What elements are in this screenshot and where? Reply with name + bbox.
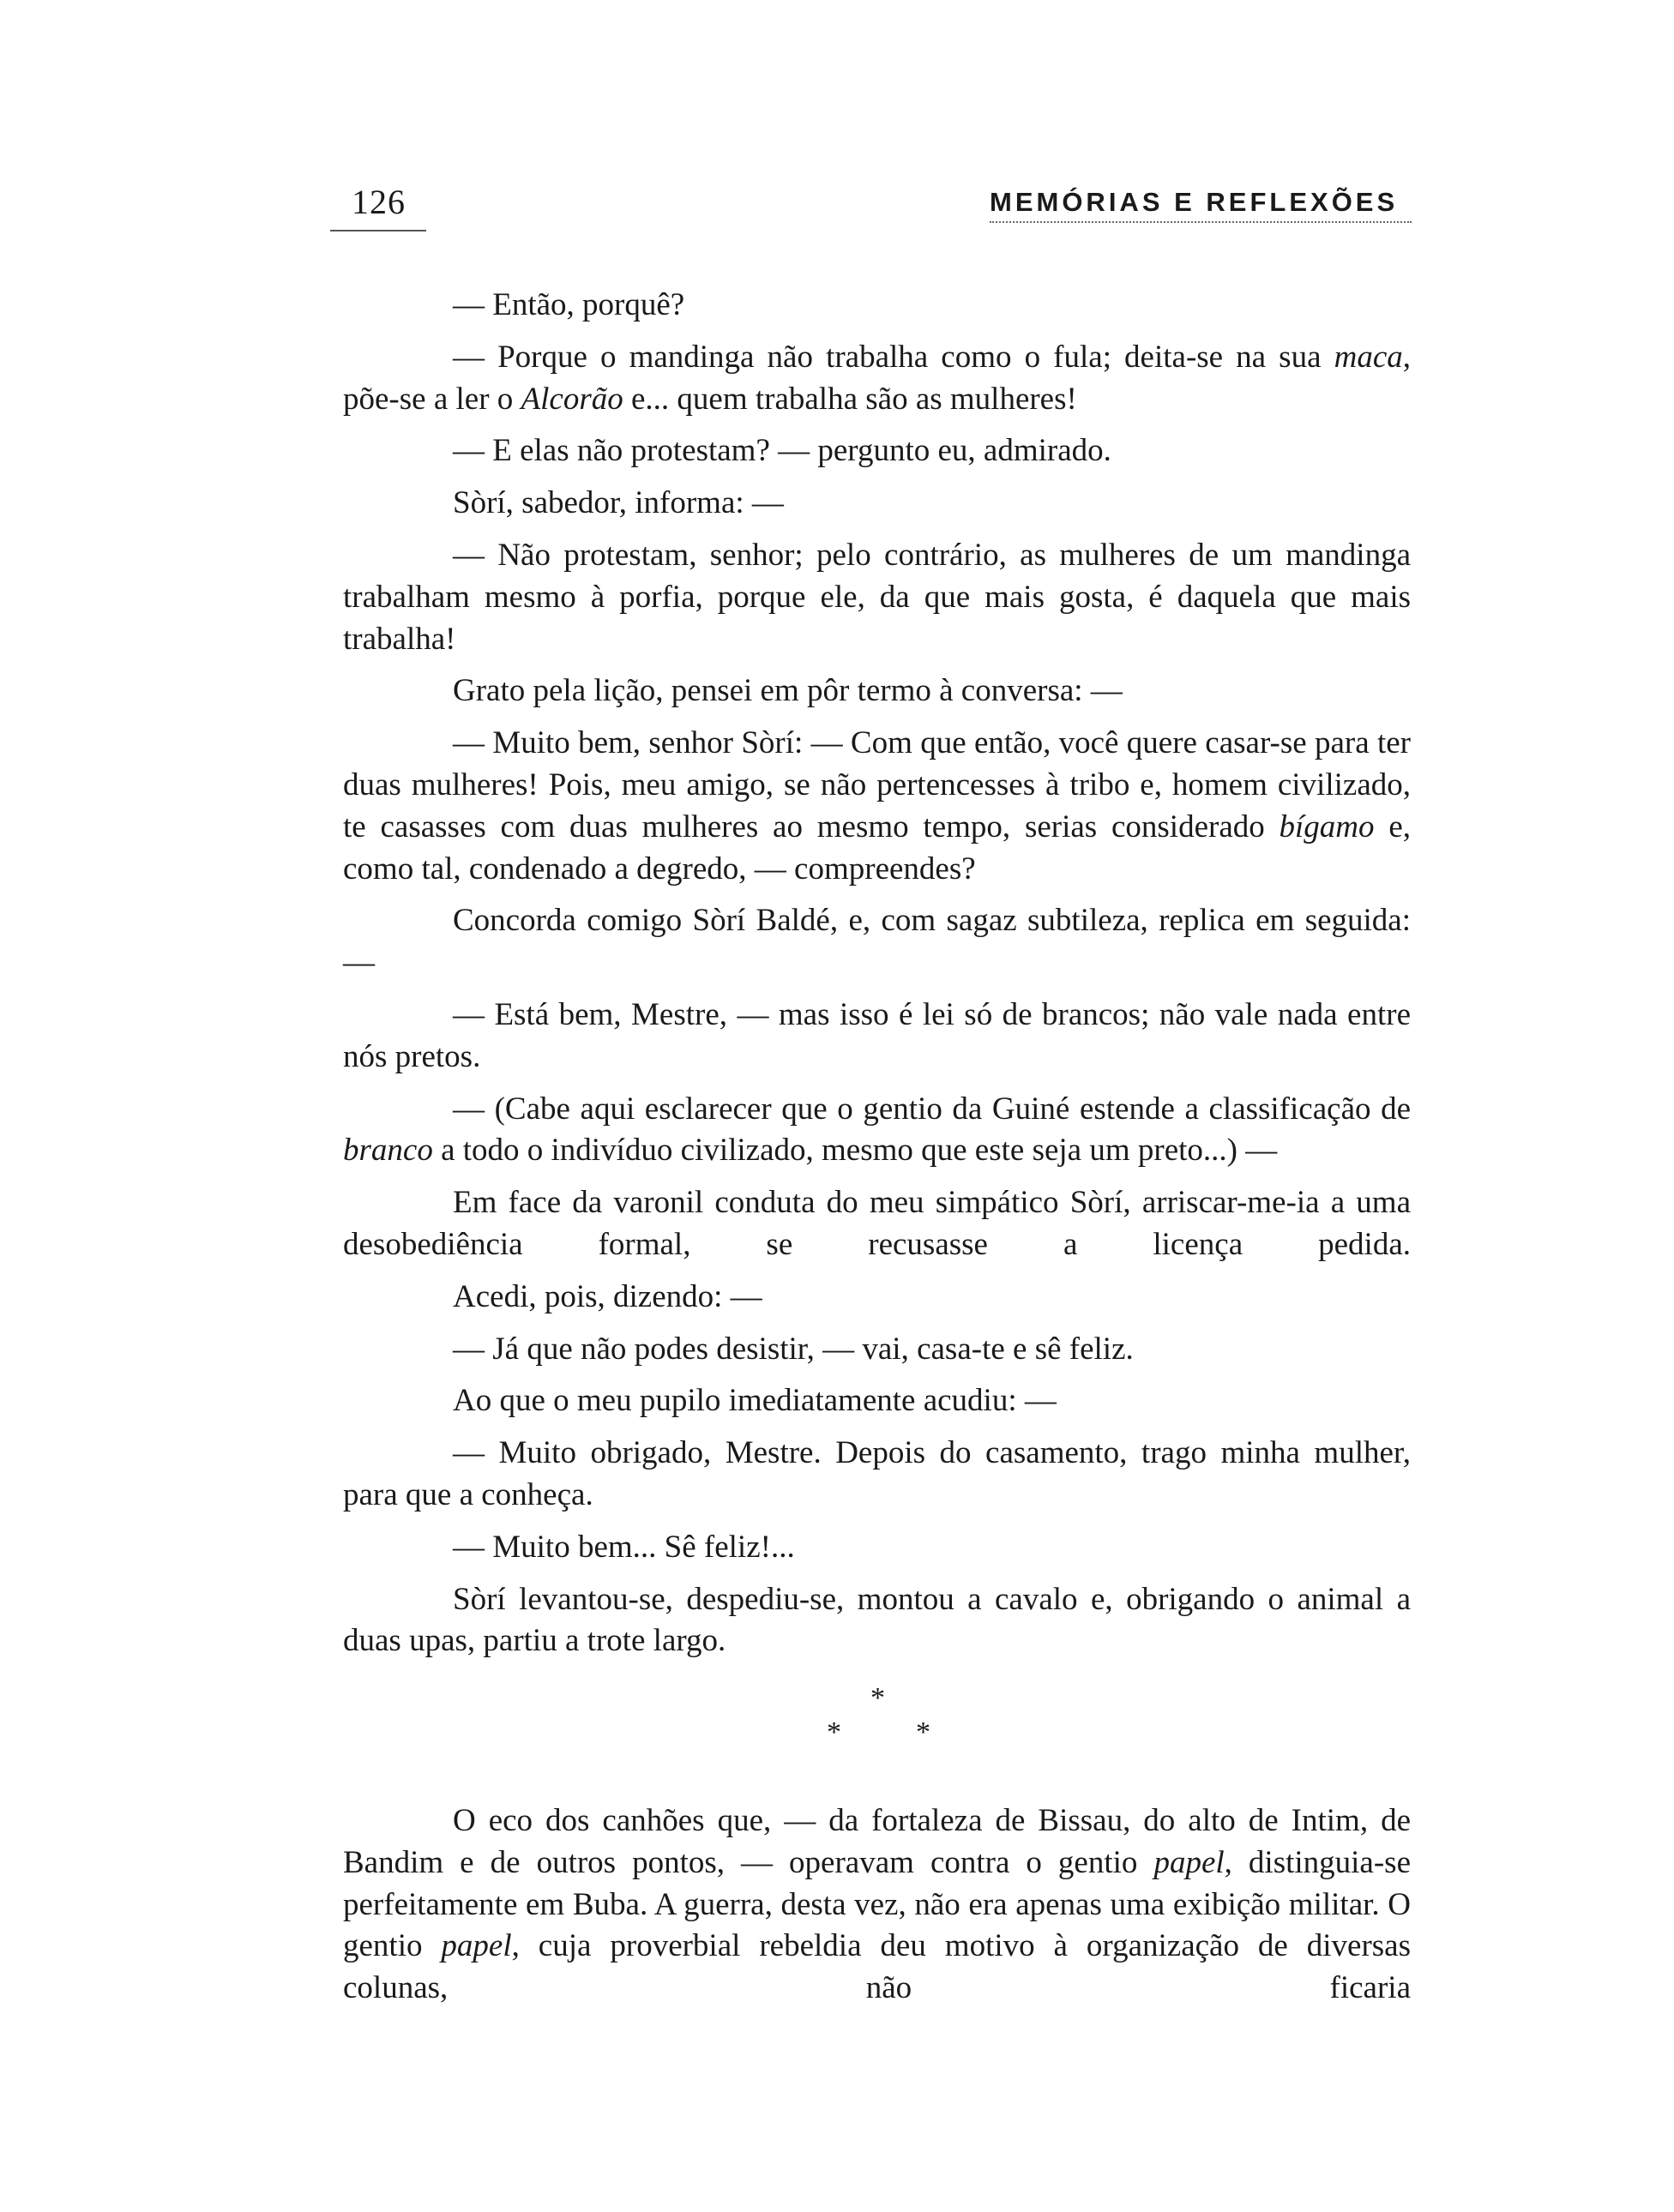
paragraph: O eco dos canhões que, — da fortaleza de Bissau, do alto de Intim, de Bandim e de outros pontos, — operavam contra o gentio papel, distinguia-se perfeitamente em Buba. A guerra, desta vez, não era apenas uma exibição militar. O gentio papel, cuja proverbial rebeldia deu motivo à organização de diversas colunas, não ficaria xyxy=(343,1803,1411,2006)
paragraph: — Porque o mandinga não trabalha como o fula; deita-se na sua maca, põe-se a ler o Alcorão e... quem trabalha são as mulheres! xyxy=(343,339,1411,417)
paragraph: — (Cabe aqui esclarecer que o gentio da Guiné estende a classificação de branco a todo o indivíduo civilizado, mesmo que este seja um preto...) — xyxy=(343,1091,1411,1169)
paragraph: — Então, porquê? xyxy=(453,287,685,322)
paragraph: Em face da varonil conduta do meu simpático Sòrí, arriscar-me-ia a uma desobediência formal, se recusasse a licença pedida. xyxy=(343,1185,1411,1262)
running-head: MEMÓRIAS E REFLEXÕES xyxy=(990,187,1399,217)
paragraph: — Está bem, Mestre, — mas isso é lei só de brancos; não vale nada entre nós pretos. xyxy=(343,996,1411,1074)
paragraph: — Já que não podes desistir, — vai, casa-te e sê feliz. xyxy=(453,1331,1134,1367)
page-number-underline xyxy=(330,230,426,231)
section-separator xyxy=(815,1682,952,1751)
paragraph: — Muito bem, senhor Sòrí: — Com que então, você quere casar-se para ter duas mulheres! Pois, meu amigo, se não pertencesses à tribo e, homem civilizado, te casasses com duas mulheres ao mesmo tempo, serias considerado bígamo e, como tal, condenado a degredo, — compreendes? xyxy=(343,725,1411,887)
running-head-underline xyxy=(990,221,1412,223)
body-text xyxy=(343,285,1411,1662)
page-number: 126 xyxy=(352,183,406,221)
paragraph: — Não protestam, senhor; pelo contrário, as mulheres de um mandinga trabalham mesmo à porfia, porque ele, da que mais gosta, é daquela que mais trabalha! xyxy=(343,537,1411,657)
paragraph: Ao que o meu pupilo imediatamente acudiu: — xyxy=(453,1383,1057,1419)
asterisk-icon: * xyxy=(870,1682,885,1714)
paragraph: — E elas não protestam? — pergunto eu, admirado. xyxy=(453,433,1111,469)
asterisk-icon: * xyxy=(916,1716,930,1748)
asterisk-icon: * xyxy=(827,1716,841,1748)
paragraph: Sòrí levantou-se, despediu-se, montou a cavalo e, obrigando o animal a duas upas, partiu a trote largo. xyxy=(343,1581,1411,1659)
paragraph: — Muito bem... Sê feliz!... xyxy=(453,1529,795,1565)
final-paragraph-block xyxy=(343,1800,1411,2010)
paragraph: Acedi, pois, dizendo: — xyxy=(453,1278,762,1314)
paragraph: Grato pela lição, pensei em pôr termo à conversa: — xyxy=(453,673,1123,709)
paragraph: Sòrí, sabedor, informa: — xyxy=(453,485,784,521)
paragraph: — Muito obrigado, Mestre. Depois do casamento, trago minha mulher, para que a conheça. xyxy=(343,1435,1411,1512)
paragraph: Concorda comigo Sòrí Baldé, e, com sagaz subtileza, replica em seguida: — xyxy=(343,903,1411,981)
